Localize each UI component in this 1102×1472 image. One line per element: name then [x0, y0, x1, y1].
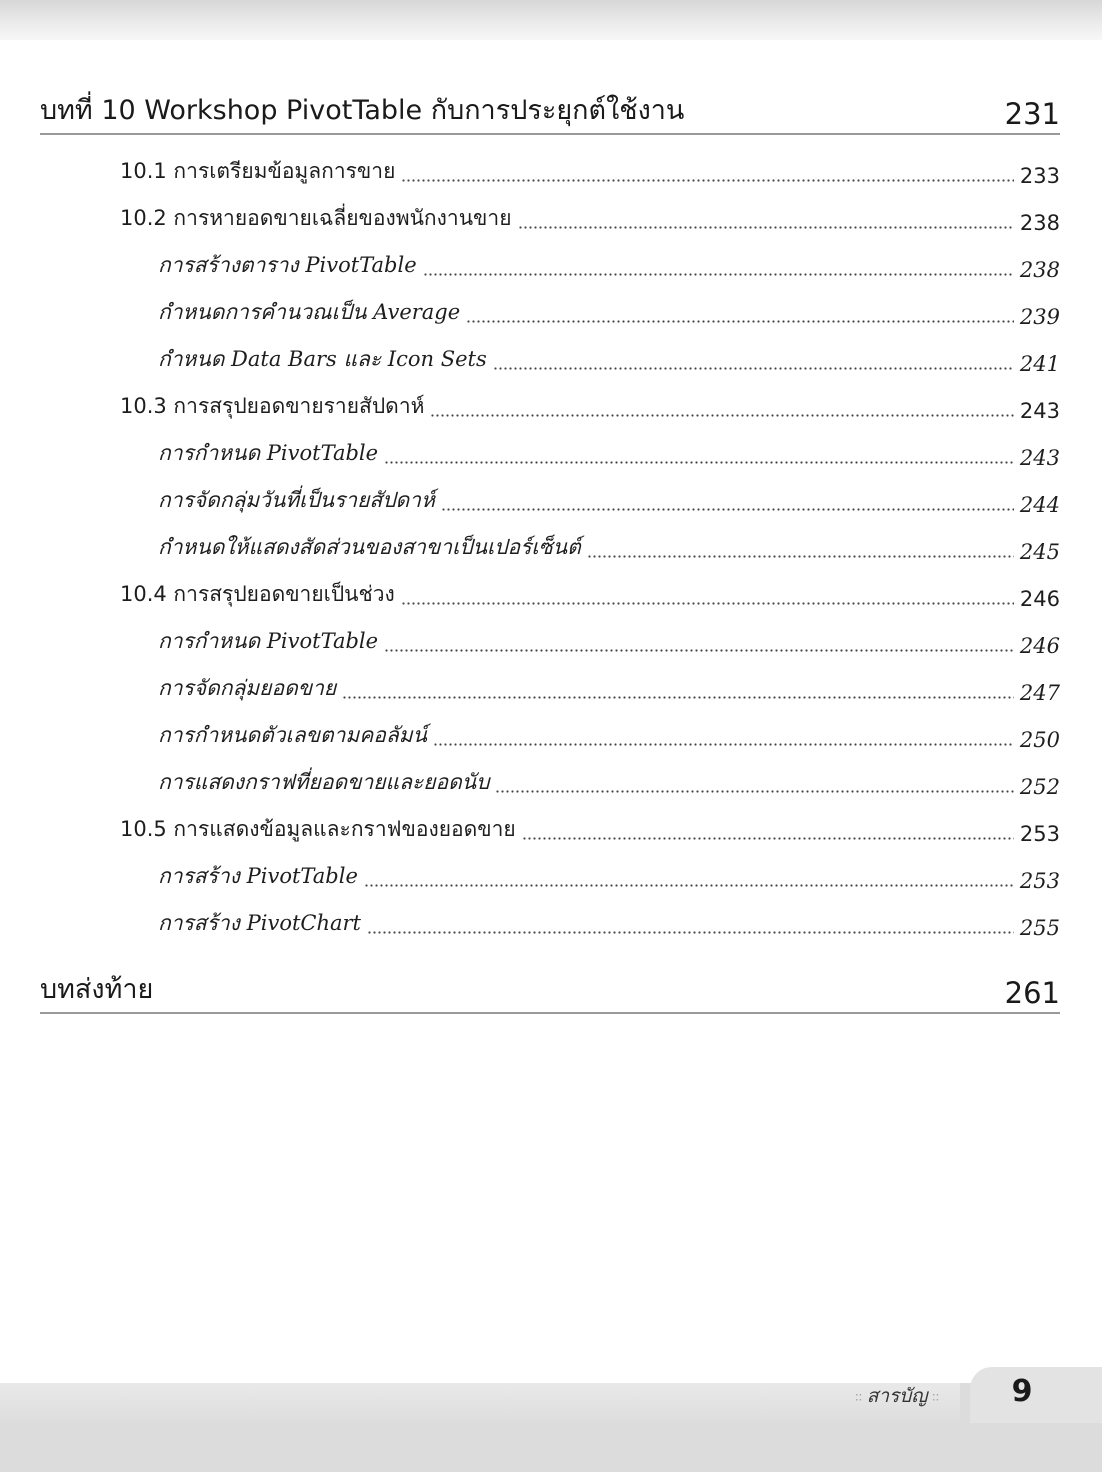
toc-entry-page: 243 [1019, 399, 1060, 423]
toc-entry-page: 239 [1019, 305, 1060, 329]
toc-entry-page: 253 [1019, 822, 1060, 846]
toc-subentry[interactable] [158, 252, 1060, 282]
dots-decoration-icon: ∶∶ [855, 1390, 867, 1406]
toc-entry-page: 252 [1019, 775, 1060, 799]
toc-entry-title: การกำหนดตัวเลขตามคอลัมน์ [158, 723, 427, 747]
toc-entry-title: การกำหนด PivotTable [158, 441, 379, 465]
chapter-title: บทที่ 10 Workshop PivotTable กับการประยุกต์ใช้งาน [40, 95, 685, 126]
toc-entry-page: 245 [1019, 540, 1060, 564]
footer-section-text: สารบัญ [866, 1385, 928, 1407]
dot-leader [364, 884, 1014, 887]
chapter-page-number: 261 [1004, 976, 1060, 1010]
toc-entry-title: การสร้าง PivotChart [158, 911, 361, 935]
toc-subentry[interactable] [158, 675, 1060, 705]
dot-leader [441, 508, 1014, 511]
toc-subentry[interactable] [158, 910, 1060, 940]
toc-subentry[interactable] [158, 722, 1060, 752]
toc-subentry[interactable] [158, 487, 1060, 517]
dot-leader [522, 837, 1014, 840]
chapter-heading-epilogue[interactable] [40, 972, 1060, 1014]
dot-leader [384, 461, 1014, 464]
toc-entry-page: 238 [1019, 211, 1060, 235]
toc-entry-page: 246 [1019, 587, 1060, 611]
dot-leader [493, 367, 1014, 370]
toc-entry-page: 250 [1019, 728, 1060, 752]
top-header-band [0, 0, 1102, 40]
chapter-heading-10[interactable] [40, 93, 1060, 135]
toc-entry-title: 10.5 การแสดงข้อมูลและกราฟของยอดขาย [120, 817, 516, 841]
toc-entry-title: กำหนด Data Bars และ Icon Sets [158, 347, 487, 371]
toc-entry[interactable] [120, 816, 1060, 846]
dot-leader [495, 790, 1013, 793]
toc-subentry[interactable] [158, 346, 1060, 376]
dot-leader [401, 179, 1014, 182]
toc-entry-title: 10.3 การสรุปยอดขายรายสัปดาห์ [120, 394, 425, 418]
toc-entry-title: การกำหนด PivotTable [158, 629, 379, 653]
toc-entry-page: 246 [1019, 634, 1060, 658]
dot-leader [423, 273, 1014, 276]
toc-entry[interactable] [120, 581, 1060, 611]
toc-subentry[interactable] [158, 769, 1060, 799]
toc-entry-title: กำหนดให้แสดงสัดส่วนของสาขาเป็นเปอร์เซ็นต์ [158, 535, 581, 559]
toc-subentry[interactable] [158, 863, 1060, 893]
chapter-title: บทส่งท้าย [40, 974, 154, 1005]
toc-entry-title: การสร้าง PivotTable [158, 864, 358, 888]
toc-entry-title: การแสดงกราฟที่ยอดขายและยอดนับ [158, 770, 490, 794]
dot-leader [342, 696, 1014, 699]
toc-subentry[interactable] [158, 299, 1060, 329]
page-number: 9 [1011, 1374, 1033, 1409]
toc-entry-title: 10.2 การหายอดขายเฉลี่ยของพนักงานขาย [120, 206, 512, 230]
toc-entry-page: 247 [1019, 681, 1060, 705]
toc-entry-page: 233 [1019, 164, 1060, 188]
dot-leader [587, 555, 1014, 558]
toc-entry-page: 238 [1019, 258, 1060, 282]
dots-decoration-icon: ∶∶ [927, 1390, 940, 1406]
dot-leader [518, 226, 1014, 229]
dot-leader [384, 649, 1014, 652]
toc-entry-page: 253 [1019, 869, 1060, 893]
toc-entry-title: กำหนดการคำนวณเป็น Average [158, 300, 461, 324]
toc-entry-page: 244 [1019, 493, 1060, 517]
dot-leader [466, 320, 1014, 323]
toc-entry-title: การสร้างตาราง PivotTable [158, 253, 417, 277]
dot-leader [401, 602, 1014, 605]
dot-leader [430, 414, 1013, 417]
toc-entry[interactable] [120, 393, 1060, 423]
toc-entry-title: 10.4 การสรุปยอดขายเป็นช่วง [120, 582, 395, 606]
toc-entry-title: 10.1 การเตรียมข้อมูลการขาย [120, 159, 396, 183]
chapter-page-number: 231 [1004, 97, 1060, 131]
toc-subentry[interactable] [158, 440, 1060, 470]
toc-entry[interactable] [120, 205, 1060, 235]
toc-entry-title: การจัดกลุ่มวันที่เป็นรายสัปดาห์ [158, 488, 435, 512]
dot-leader [367, 931, 1014, 934]
toc-entry-page: 255 [1019, 916, 1060, 940]
footer-band-light [0, 1383, 960, 1421]
toc-subentry[interactable] [158, 628, 1060, 658]
footer-section-label [855, 1381, 939, 1411]
toc-subentry[interactable] [158, 534, 1060, 564]
dot-leader [433, 743, 1014, 746]
toc-entry-page: 243 [1019, 446, 1060, 470]
toc-entry-title: การจัดกลุ่มยอดขาย [158, 676, 337, 700]
toc-entry-page: 241 [1019, 352, 1060, 376]
toc-entry[interactable] [120, 158, 1060, 188]
